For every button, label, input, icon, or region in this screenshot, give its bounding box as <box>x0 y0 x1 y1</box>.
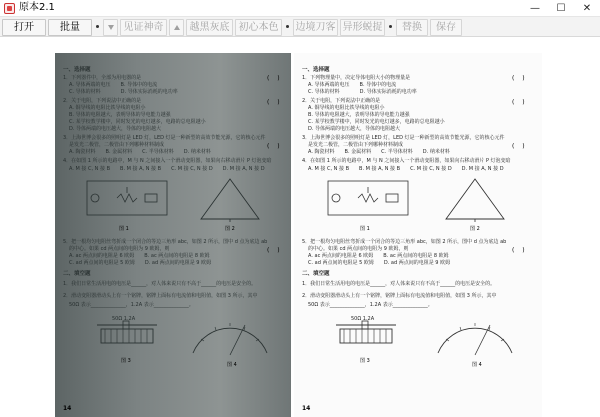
section-heading: 一、选择题 <box>63 67 91 73</box>
question-text: 是发光二极管，二极管由下列哪种材料制成 <box>69 142 165 148</box>
question-text: 3．上海世博会很多的照明灯是 LED 灯，LED 灯是一种新型的高效节能光源，它的核心元件 <box>63 135 266 141</box>
question-text: 2．关于电阻，下列说法中正确的是 <box>302 98 381 104</box>
meter-dial-figure <box>185 317 275 359</box>
original-scan-page <box>55 53 291 417</box>
chevron-up-icon <box>174 25 180 30</box>
question-text: 5．把一根均匀电阻丝弯折成一个闭合的等边三角形 abc，如图 2 所示，图中 d 点为底边 ab <box>63 239 268 245</box>
save-button[interactable]: 保存 <box>430 19 462 36</box>
option-text: A. M 接 C, N 接 B B. M 接 A, N 接 B C. M 接 C, N 接 D D. M 接 A, N 接 D <box>69 166 265 172</box>
circuit-figure <box>324 177 414 223</box>
option-text: B. 导体的电阻越大，表明导体的导电能力越强 <box>69 112 171 118</box>
toolbar-separator <box>286 25 289 28</box>
option-text: A. 铜导线的电阻比铁导线的电阻小 <box>308 105 385 111</box>
question-text: 1．我们日常生活用电的电压是______，对人体来说只有不高于______的电压是安全的。 <box>63 281 257 287</box>
question-text: 1．我们日常生活用电的电压是______，对人体来说只有不高于______的电压是安全的。 <box>302 281 496 287</box>
option-text: A. 导体两端的电压 B. 导体中的电流 <box>69 82 158 88</box>
irregular-button[interactable]: 异形蜕捉 <box>340 19 385 36</box>
minimize-button[interactable]: — <box>530 3 540 14</box>
app-icon <box>4 3 15 14</box>
option-text: B. 导体的电阻越大，表明导体的导电能力越强 <box>308 112 410 118</box>
question-text: 50Ω 表示______________，1.2A 表示______________。 <box>69 302 194 308</box>
question-text: 1．下列物理量中，决定导体电阻大小的物理量是 <box>302 75 411 81</box>
question-text: 1．下列器件中，全部为用电器的是 <box>63 75 142 81</box>
option-text: C. ad 两点间的电阻是 5 欧姆 D. ad 两点间的电阻是 9 欧姆 <box>308 260 451 266</box>
option-text: A. M 接 C, N 接 B B. M 接 A, N 接 B C. M 接 C, N 接 D D. M 接 A, N 接 D <box>308 166 504 172</box>
figure-caption: 图 1 <box>119 226 129 232</box>
maximize-button[interactable]: ☐ <box>556 3 566 14</box>
question-text: 的中心。如果 cd 两点间的电阻为 9 欧姆，则 <box>308 246 409 252</box>
batch-button[interactable]: 批量 <box>48 19 92 36</box>
figure-caption: 图 3 <box>360 358 370 364</box>
question-text: 3．上海世博会很多的照明灯是 LED 灯，LED 灯是一种新型的高效节能光源，它的核心元件 <box>302 135 505 141</box>
option-text: D. 导体两端的电压越大，导体的电阻越大 <box>69 126 162 132</box>
option-text: A. ac 两点间的电阻是 6 欧姆 B. ac 两点间的电阻是 8 欧姆 <box>69 253 210 259</box>
section-heading: 一、选择题 <box>302 67 330 73</box>
section-heading: 二、填空题 <box>302 271 330 277</box>
answer-bracket: ( ) <box>267 143 280 150</box>
option-text: D. 导体两端的电压越大，导体的电阻越大 <box>308 126 401 132</box>
toolbar-separator <box>96 25 99 28</box>
question-text: 2．滑动变阻器滑动头上有一个铭牌，铭牌上面标有电流值和电阻值，如图 3 所示，其中 <box>302 293 497 299</box>
question-text: 2．关于电阻，下列说法中正确的是 <box>63 98 142 104</box>
replace-button[interactable]: 替换 <box>396 19 428 36</box>
page-number: 14 <box>302 405 311 412</box>
window-title: 原本2.1 <box>19 2 55 13</box>
meter-dial-figure <box>430 317 520 359</box>
figure-caption: 图 4 <box>227 362 237 368</box>
answer-bracket: ( ) <box>512 143 525 150</box>
title-bar <box>0 0 600 17</box>
toolbar <box>0 17 600 37</box>
edge-crop-button[interactable]: 边境刀客 <box>293 19 338 36</box>
option-text: A. 陶瓷材料 B. 金属材料 C. 半导体材料 D. 纳米材料 <box>308 149 450 155</box>
option-text: A. 铜导线的电阻比铁导线的电阻小 <box>69 105 146 111</box>
circuit-figure <box>83 177 173 223</box>
toolbar-separator <box>389 25 392 28</box>
question-text: 4．在如图 1 所示的电路中，M 与 N 之间接入一个滑动变阻器，如果向右移动滑片 P 灯泡变暗 <box>63 158 272 164</box>
answer-bracket: ( ) <box>267 75 280 82</box>
next-page-button[interactable] <box>169 19 184 36</box>
figure-caption: 图 3 <box>121 358 131 364</box>
previous-page-button[interactable] <box>103 19 118 36</box>
blackwhite-button[interactable]: 越黑灰底 <box>186 19 233 36</box>
figure-caption: 图 1 <box>360 226 370 232</box>
question-text: 的中心。如果 cd 两点间的电阻为 9 欧姆，则 <box>69 246 170 252</box>
option-text: C. 某学校教学楼中，同时发光的电灯越多，电路的总电阻越小 <box>69 119 206 125</box>
option-text: A. 陶瓷材料 B. 金属材料 C. 半导体材料 D. 纳米材料 <box>69 149 211 155</box>
answer-bracket: ( ) <box>267 99 280 106</box>
figure-caption: 图 2 <box>225 226 235 232</box>
triangle-figure <box>440 175 510 225</box>
proof-button[interactable]: 见证神奇 <box>120 19 167 36</box>
question-text: 是发光二极管，二极管由下列哪种材料制成 <box>308 142 404 148</box>
question-text: 5．把一根均匀电阻丝弯折成一个闭合的等边三角形 abc，如图 2 所示，图中 d 点为底边 ab <box>302 239 507 245</box>
nameplate-text: 50Ω 1.2A <box>112 316 136 322</box>
option-text: C. 导体的材料 D. 导体实际消耗的电功率 <box>308 89 417 95</box>
answer-bracket: ( ) <box>267 247 280 254</box>
open-button[interactable]: 打开 <box>2 19 46 36</box>
original-color-button[interactable]: 初心本色 <box>235 19 282 36</box>
question-text: 4．在如图 1 所示的电路中，M 与 N 之间接入一个滑动变阻器，如果向右移动滑片 P 灯泡变暗 <box>302 158 511 164</box>
answer-bracket: ( ) <box>512 247 525 254</box>
processed-scan-page <box>294 53 542 417</box>
answer-bracket: ( ) <box>512 99 525 106</box>
option-text: A. 导体两端的电压 B. 导体中的电流 <box>308 82 397 88</box>
section-heading: 二、填空题 <box>63 271 91 277</box>
figure-caption: 图 4 <box>472 362 482 368</box>
option-text: C. 导体的材料 D. 导体实际消耗的电功率 <box>69 89 178 95</box>
option-text: A. ac 两点间的电阻是 6 欧姆 B. ac 两点间的电阻是 8 欧姆 <box>308 253 449 259</box>
option-text: C. 某学校教学楼中，同时发光的电灯越多，电路的总电阻越小 <box>308 119 445 125</box>
figure-caption: 图 2 <box>470 226 480 232</box>
nameplate-text: 50Ω 1.2A <box>351 316 375 322</box>
chevron-down-icon <box>108 25 114 30</box>
question-text: 50Ω 表示______________，1.2A 表示______________。 <box>308 302 433 308</box>
page-number: 14 <box>63 405 72 412</box>
question-text: 2．滑动变阻器滑动头上有一个铭牌，铭牌上面标有电流值和电阻值，如图 3 所示，其中 <box>63 293 258 299</box>
answer-bracket: ( ) <box>512 75 525 82</box>
option-text: C. ad 两点间的电阻是 5 欧姆 D. ad 两点间的电阻是 9 欧姆 <box>69 260 212 266</box>
image-viewer <box>0 38 600 412</box>
close-button[interactable]: ✕ <box>582 3 592 14</box>
triangle-figure <box>195 175 265 225</box>
